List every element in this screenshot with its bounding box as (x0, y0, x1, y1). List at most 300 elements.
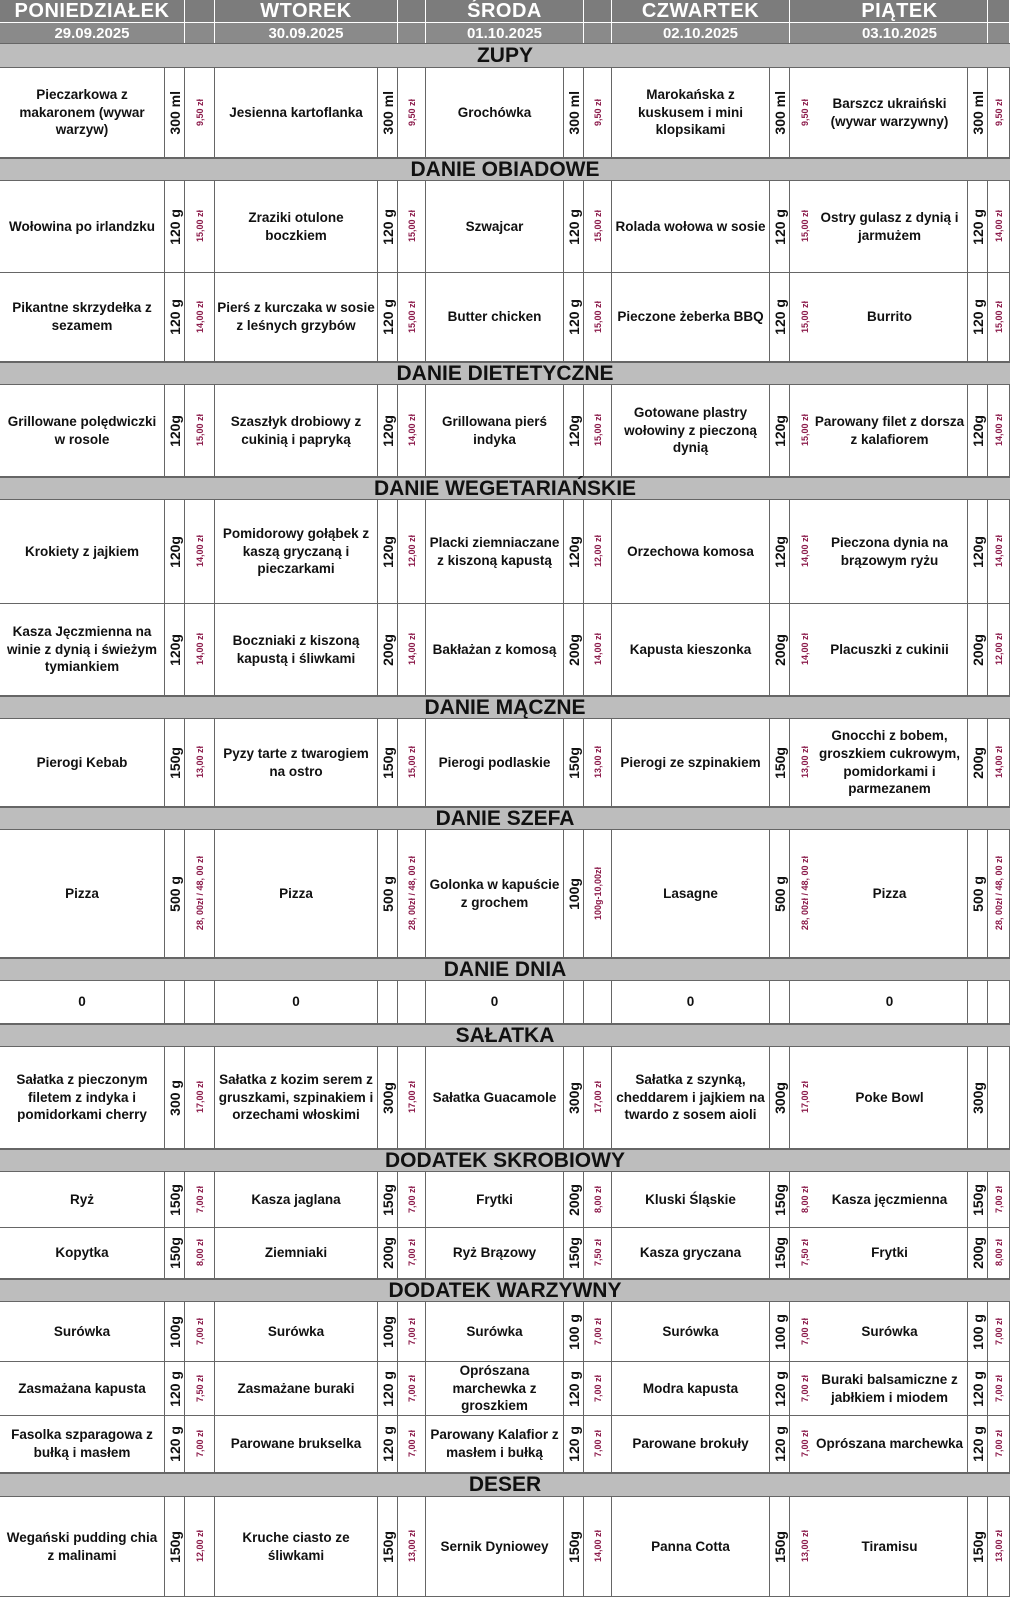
dish-cell (0, 500, 165, 604)
dish-weight: 500 g (166, 875, 183, 912)
dish-name: Golonka w kapuście z grochem (429, 876, 560, 910)
dish-name: Pieczarkowa z makaronem (wywar warzyw) (19, 86, 145, 138)
dish-price: 13,00 zł (993, 1530, 1004, 1563)
price-cell (185, 719, 215, 807)
dish-cell (612, 830, 770, 958)
dish-weight: 120 g (166, 1370, 183, 1407)
day-name-header: CZWARTEK (612, 0, 790, 22)
dish-price: 8,00 zł (993, 1239, 1004, 1267)
weight-cell (165, 830, 185, 958)
weight-cell (378, 1416, 398, 1473)
dish-price: 7,50 zł (592, 1239, 603, 1267)
dish-price: 14,00 zł (194, 535, 205, 568)
weight-cell (770, 719, 790, 807)
weight-cell (968, 181, 988, 273)
dish-cell (426, 1497, 564, 1597)
weight-cell (968, 1047, 988, 1149)
dish-name: Pizza (279, 885, 313, 901)
weight-cell (770, 1047, 790, 1149)
weight-cell (770, 68, 790, 158)
dish-name: Marokańska z kuskusem i mini klopsikami (637, 86, 744, 138)
dish-name: Panna Cotta (651, 1538, 730, 1554)
price-cell (988, 1228, 1010, 1279)
dish-price: 8,00 zł (799, 1185, 810, 1214)
dish-name: Kluski Śląskie (645, 1191, 736, 1207)
day-name-header: PONIEDZIAŁEK (0, 0, 185, 22)
weight-cell (968, 500, 988, 604)
dish-cell (215, 181, 378, 273)
price-cell (584, 1047, 612, 1149)
dish-cell (612, 1228, 770, 1279)
dish-price: 28, 00zł / 48, 00 zł (194, 856, 205, 931)
price-cell (988, 1362, 1010, 1416)
dish-name: Pierogi Kebab (36, 754, 128, 770)
dish-name: Fasolka szparagowa z bułką i masłem (11, 1427, 153, 1460)
dish-weight: 120g (565, 414, 582, 447)
dish-price: 14,00 zł (194, 300, 205, 334)
dish-cell (812, 1172, 968, 1228)
dish-weight: 300 ml (969, 90, 986, 135)
dish-price: 14,00 zł (194, 633, 205, 666)
weight-cell (165, 719, 185, 807)
price-cell (398, 719, 426, 807)
dish-cell (812, 1416, 968, 1473)
price-cell (185, 1172, 215, 1228)
price-cell (584, 500, 612, 604)
dish-price: 13,00 zł (799, 1530, 810, 1563)
dish-price: 7,00 zł (799, 1430, 810, 1458)
dish-cell (426, 604, 564, 696)
dish-cell (612, 981, 770, 1024)
dish-name: Pizza (872, 885, 907, 901)
weight-cell (968, 273, 988, 362)
dish-name: Parowany filet z dorsza z kalafiorem (814, 413, 965, 447)
weight-cell (378, 981, 398, 1024)
weight-cell (968, 719, 988, 807)
day-date-header: 30.09.2025 (215, 22, 398, 43)
dish-cell (612, 500, 770, 604)
dish-name: Pomidorowy gołąbek z kaszą gryczaną i pieczarkami (222, 525, 370, 577)
weight-cell (165, 1047, 185, 1149)
dish-name: Surówka (861, 1323, 918, 1339)
dish-name: Pieczona dynia na brązowym ryżu (830, 534, 949, 568)
price-cell (398, 1497, 426, 1597)
dish-price: 28, 00zł / 48, 00 zł (799, 856, 810, 931)
dish-price: 7,00 zł (406, 1239, 417, 1267)
dish-price: 13,00 zł (406, 1530, 417, 1563)
weight-cell (165, 1302, 185, 1362)
dish-weight: 200g (379, 1237, 396, 1269)
dish-price: 17,00 zł (406, 1081, 417, 1114)
price-cell (584, 1228, 612, 1279)
dish-name: Butter chicken (447, 309, 542, 325)
dish-cell (215, 1172, 378, 1228)
weight-cell (968, 1497, 988, 1597)
dish-weight: 120 g (379, 1426, 396, 1462)
dish-price: 7,00 zł (993, 1185, 1004, 1214)
weight-cell (378, 719, 398, 807)
weight-cell (564, 830, 584, 958)
dish-name: Surówka (662, 1323, 719, 1339)
dish-cell (612, 1047, 770, 1149)
dish-price: 14,00 zł (993, 535, 1004, 568)
dish-cell (426, 1302, 564, 1362)
dish-name: Kapusta kieszonka (629, 641, 752, 657)
weight-cell (564, 1228, 584, 1279)
dish-cell (612, 719, 770, 807)
price-cell (584, 68, 612, 158)
weight-cell (378, 1362, 398, 1416)
dish-price: 7,00 zł (406, 1430, 417, 1458)
dish-weight: 200g (969, 633, 986, 666)
dish-name: Parowany Kalafior z masłem i bułką (430, 1427, 559, 1460)
price-cell (988, 500, 1010, 604)
dish-name: 0 (686, 994, 695, 1010)
section-header: ZUPY (0, 43, 1010, 68)
section-header: DANIE DIETETYCZNE (0, 362, 1010, 385)
price-cell (185, 385, 215, 477)
weight-cell (165, 1172, 185, 1228)
dish-cell (0, 1416, 165, 1473)
dish-cell (426, 181, 564, 273)
dish-price: 7,00 zł (592, 1374, 603, 1403)
dish-price: 7,00 zł (993, 1374, 1004, 1403)
dish-cell (215, 1047, 378, 1149)
price-cell (584, 1302, 612, 1362)
day-date-filler (584, 22, 612, 43)
price-cell (988, 1302, 1010, 1362)
dish-price: 100g-10,00zł (592, 866, 603, 921)
dish-cell (812, 68, 968, 158)
dish-price: 9,50 zł (799, 98, 810, 127)
dish-name: 0 (490, 994, 499, 1010)
price-cell (988, 1416, 1010, 1473)
dish-weight: 120 g (565, 299, 582, 335)
dish-weight: 300 ml (771, 90, 788, 135)
dish-weight: 300 ml (166, 90, 183, 135)
price-cell (584, 273, 612, 362)
dish-name: Kasza gryczana (639, 1245, 742, 1261)
dish-weight: 120 g (565, 1370, 582, 1407)
dish-name: Gotowane plastry wołowiny z pieczoną dynią (624, 404, 757, 456)
dish-name: Grillowane polędwiczki w rosole (7, 413, 157, 447)
weight-cell (968, 830, 988, 958)
dish-cell (812, 604, 968, 696)
dish-weight: 120 g (379, 1370, 396, 1407)
dish-cell (0, 604, 165, 696)
dish-cell (426, 1228, 564, 1279)
dish-name: Sałatka z kozim serem z gruszkami, szpinakiem i orzechami włoskimi (218, 1071, 374, 1123)
day-date-filler (398, 22, 426, 43)
dish-cell (215, 1497, 378, 1597)
price-cell (988, 1172, 1010, 1228)
dish-name: Bakłażan z komosą (432, 641, 557, 657)
dish-weight: 150g (771, 1237, 788, 1269)
weight-cell (165, 68, 185, 158)
dish-price: 13,00 zł (799, 746, 810, 779)
dish-price: 7,00 zł (194, 1317, 205, 1346)
dish-cell (215, 500, 378, 604)
dish-weight: 120 g (565, 208, 582, 245)
price-cell (398, 830, 426, 958)
dish-cell (812, 830, 968, 958)
weight-cell (770, 1416, 790, 1473)
dish-cell (426, 500, 564, 604)
weight-cell (165, 385, 185, 477)
weight-cell (770, 1228, 790, 1279)
dish-weight: 300g (565, 1081, 582, 1114)
dish-price: 7,00 zł (406, 1185, 417, 1214)
weight-cell (564, 68, 584, 158)
dish-cell (215, 273, 378, 362)
weight-cell (165, 1362, 185, 1416)
dish-cell (426, 830, 564, 958)
dish-name: Pizza (65, 885, 99, 901)
price-cell (398, 500, 426, 604)
dish-weight: 150g (166, 1237, 183, 1269)
weight-cell (968, 385, 988, 477)
dish-weight: 120 g (969, 1426, 986, 1462)
dish-name: Sałatka z szynką, cheddarem i jajkiem na twardo z sosem aioli (616, 1071, 765, 1123)
weight-cell (968, 1228, 988, 1279)
dish-price: 13,00 zł (592, 746, 603, 779)
dish-weight: 150g (565, 1237, 582, 1269)
weight-cell (165, 181, 185, 273)
price-cell (185, 1228, 215, 1279)
dish-cell (612, 273, 770, 362)
price-cell (185, 1302, 215, 1362)
price-cell (584, 830, 612, 958)
dish-price: 14,00 zł (993, 746, 1004, 779)
section-header: DODATEK WARZYWNY (0, 1279, 1010, 1302)
dish-cell (426, 273, 564, 362)
dish-weight: 120 g (166, 1426, 183, 1462)
day-header-filler (398, 0, 426, 22)
price-cell (185, 68, 215, 158)
price-cell (988, 385, 1010, 477)
dish-name: Wołowina po irlandzku (8, 218, 155, 234)
price-cell (185, 1362, 215, 1416)
price-cell (584, 1362, 612, 1416)
weight-cell (564, 1172, 584, 1228)
dish-name: Zasmażane buraki (237, 1380, 355, 1396)
weight-cell (968, 604, 988, 696)
dish-weight: 150g (565, 1530, 582, 1563)
price-cell (398, 181, 426, 273)
weight-cell (770, 830, 790, 958)
price-cell (988, 604, 1010, 696)
dish-weight: 200g (565, 1183, 582, 1216)
dish-cell (612, 1172, 770, 1228)
dish-price: 7,00 zł (799, 1374, 810, 1403)
price-cell (398, 1228, 426, 1279)
dish-price: 7,00 zł (993, 1317, 1004, 1346)
dish-weight: 120 g (166, 299, 183, 335)
dish-weight: 150g (771, 1530, 788, 1563)
dish-price: 28, 00zł / 48, 00 zł (406, 856, 417, 931)
dish-price: 7,50 zł (799, 1239, 810, 1267)
price-cell (988, 981, 1010, 1024)
dish-cell (0, 273, 165, 362)
dish-weight: 100 g (565, 1313, 582, 1350)
day-name-header: ŚRODA (426, 0, 584, 22)
dish-name: Kasza jęczmienna (831, 1191, 948, 1207)
dish-weight: 150g (166, 1530, 183, 1563)
dish-weight: 150g (379, 1530, 396, 1563)
weight-cell (564, 500, 584, 604)
dish-name: Surówka (466, 1323, 523, 1339)
price-cell (185, 1047, 215, 1149)
price-cell (584, 1172, 612, 1228)
price-cell (398, 604, 426, 696)
dish-name: Kruche ciasto ze śliwkami (242, 1529, 350, 1563)
dish-weight: 120 g (379, 299, 396, 335)
dish-name: Sałatka z pieczonym filetem z indyka i pomidorkami cherry (16, 1071, 148, 1123)
dish-price: 15,00 zł (592, 414, 603, 447)
dish-name: Parowane brukselka (230, 1436, 362, 1452)
dish-cell (0, 385, 165, 477)
dish-price: 14,00 zł (799, 633, 810, 666)
weight-cell (378, 1302, 398, 1362)
dish-weight: 120 g (166, 208, 183, 245)
weight-cell (165, 1497, 185, 1597)
weight-cell (378, 68, 398, 158)
price-cell (398, 1047, 426, 1149)
dish-name: Rolada wołowa w sosie (615, 218, 766, 234)
price-cell (185, 830, 215, 958)
dish-cell (612, 1416, 770, 1473)
weight-cell (165, 500, 185, 604)
weight-cell (564, 1416, 584, 1473)
section-header: DODATEK SKROBIOWY (0, 1149, 1010, 1172)
dish-weight: 500 g (969, 875, 986, 912)
dish-cell (426, 1416, 564, 1473)
weight-cell (378, 500, 398, 604)
weight-cell (165, 604, 185, 696)
dish-price: 12,00 zł (993, 633, 1004, 666)
dish-cell (612, 1497, 770, 1597)
dish-price: 15,00 zł (194, 210, 205, 243)
dish-price: 7,00 zł (406, 1317, 417, 1346)
dish-cell (215, 1416, 378, 1473)
dish-weight: 120 g (771, 1426, 788, 1462)
dish-name: Szwajcar (465, 218, 524, 234)
price-cell (584, 981, 612, 1024)
dish-name: Zraziki otulone boczkiem (248, 209, 344, 243)
dish-price: 14,00 zł (993, 414, 1004, 447)
dish-cell (812, 1047, 968, 1149)
dish-name: Oprószana marchewka z groszkiem (452, 1362, 537, 1414)
dish-weight: 150g (771, 746, 788, 779)
dish-cell (215, 68, 378, 158)
day-name-header: WTOREK (215, 0, 398, 22)
dish-weight: 120 g (969, 1370, 986, 1407)
dish-cell (0, 1497, 165, 1597)
dish-price: 12,00 zł (406, 535, 417, 568)
dish-name: Frytki (476, 1191, 513, 1207)
dish-weight: 120g (565, 535, 582, 568)
dish-name: Pierś z kurczaka w sosie z leśnych grzybów (217, 300, 375, 333)
dish-weight: 500 g (379, 875, 396, 912)
dish-weight: 100 g (771, 1313, 788, 1350)
day-date-filler (988, 22, 1010, 43)
dish-weight: 100g (565, 877, 582, 910)
dish-cell (215, 1362, 378, 1416)
price-cell (988, 181, 1010, 273)
dish-price: 9,50 zł (406, 98, 417, 127)
dish-weight: 120g (379, 414, 396, 447)
dish-price: 14,00 zł (592, 1530, 603, 1563)
dish-cell (612, 385, 770, 477)
weight-cell (770, 1302, 790, 1362)
dish-cell (812, 385, 968, 477)
day-date-header: 01.10.2025 (426, 22, 584, 43)
dish-weight: 100g (166, 1315, 183, 1348)
dish-name: Kopytka (55, 1245, 109, 1261)
weight-cell (165, 981, 185, 1024)
price-cell (398, 68, 426, 158)
dish-cell (812, 1497, 968, 1597)
weight-cell (564, 604, 584, 696)
dish-cell (812, 719, 968, 807)
dish-name: Kasza jaglana (251, 1191, 341, 1207)
dish-name: Placki ziemniaczane z kiszoną kapustą (429, 534, 560, 568)
dish-price: 7,50 zł (194, 1374, 205, 1403)
dish-price: 13,00 zł (194, 746, 205, 779)
section-header: DANIE WEGETARIAŃSKIE (0, 477, 1010, 500)
dish-cell (612, 181, 770, 273)
weight-cell (968, 1302, 988, 1362)
dish-price: 17,00 zł (799, 1081, 810, 1114)
weight-cell (968, 68, 988, 158)
dish-name: Zasmażana kapusta (18, 1380, 146, 1396)
dish-weight: 150g (166, 1183, 183, 1216)
price-cell (185, 1416, 215, 1473)
day-header-filler (185, 0, 215, 22)
price-cell (398, 981, 426, 1024)
weight-cell (968, 1416, 988, 1473)
dish-weight: 300 g (166, 1079, 183, 1116)
dish-cell (0, 830, 165, 958)
dish-price: 15,00 zł (799, 300, 810, 334)
dish-price: 9,50 zł (194, 98, 205, 127)
dish-price: 28, 00zł / 48, 00 zł (993, 856, 1004, 931)
dish-weight: 100g (379, 1315, 396, 1348)
price-cell (398, 1172, 426, 1228)
price-cell (185, 500, 215, 604)
dish-name: 0 (885, 994, 894, 1010)
dish-name: Kasza Jęczmienna na winie z dynią i świeżym tymiankiem (6, 623, 158, 675)
dish-price: 15,00 zł (406, 210, 417, 243)
dish-weight: 120 g (379, 208, 396, 245)
dish-cell (0, 719, 165, 807)
dish-weight: 150g (969, 1530, 986, 1563)
price-cell (584, 181, 612, 273)
weight-cell (165, 273, 185, 362)
dish-name: Pyzy tarte z twarogiem na ostro (223, 745, 369, 779)
price-cell (584, 1416, 612, 1473)
day-date-header: 03.10.2025 (812, 22, 988, 43)
weight-cell (378, 181, 398, 273)
dish-cell (426, 385, 564, 477)
dish-name: Poke Bowl (855, 1089, 924, 1105)
dish-cell (215, 830, 378, 958)
dish-price: 15,00 zł (194, 414, 205, 447)
dish-price: 9,50 zł (592, 98, 603, 127)
day-header-filler (988, 0, 1010, 22)
dish-name: Sernik Dyniowey (440, 1538, 549, 1554)
price-cell (185, 181, 215, 273)
